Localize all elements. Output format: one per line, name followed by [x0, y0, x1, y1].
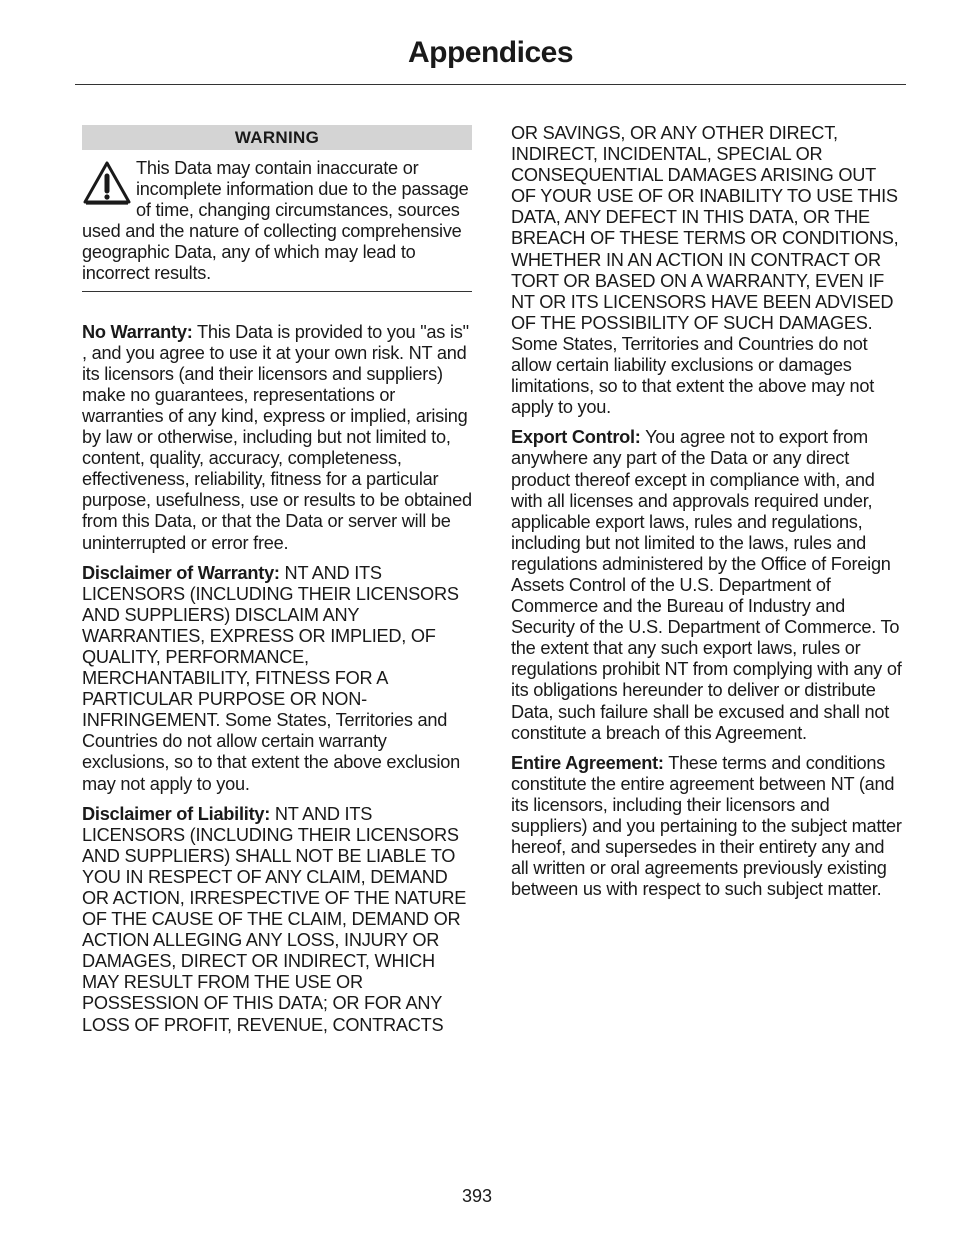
right-column: [511, 123, 903, 909]
no-warranty-heading: No Warranty:: [82, 321, 193, 342]
disclaimer-liability-heading: Disclaimer of Liability:: [82, 803, 271, 824]
warning-box: [82, 125, 472, 292]
warning-body: [82, 150, 472, 292]
warning-text: This Data may contain inaccurate or incomplete information due to the passage of time, changing circumstances, sources used and the nature of collecting comprehensive geographic Data, any of which may lead to incorrect results.: [82, 158, 469, 284]
disclaimer-warranty-heading: Disclaimer of Warranty:: [82, 562, 280, 583]
entire-agreement-heading: Entire Agreement:: [511, 752, 664, 773]
export-control-paragraph: [511, 427, 903, 743]
disclaimer-liability-text-part1: NT AND ITS LICENSORS (INCLUDING THEIR LICENSORS AND SUPPLIERS) SHALL NOT BE LIABLE TO YOU IN RESPECT OF ANY CLAIM, DEMAND OR ACTION, IRRESPECTIVE OF THE NATURE OF THE CAUSE OF THE CLAIM, DEMAND OR ACTION ALLEGING ANY LOSS, INJURY OR DAMAGES, DIRECT OR INDIRECT, WHICH MAY RESULT FROM THE USE OR POSSESSION OF THIS DATA; OR FOR ANY LOSS OF PROFIT, REVENUE, CONTRACTS: [82, 803, 467, 1035]
disclaimer-warranty-paragraph: [82, 563, 472, 795]
entire-agreement-text: These terms and conditions constitute the entire agreement between NT (and its licensors, including their licensors and suppliers) and you pertaining to the subject matter hereof, and supersedes in their entirety any and all written or oral agreements previously existing between us with respect to such subject matter.: [511, 752, 902, 900]
warning-triangle-icon: [82, 160, 132, 206]
page-number: 393: [461, 1186, 493, 1206]
entire-agreement-paragraph: [511, 753, 903, 901]
title-divider: [75, 84, 906, 85]
warning-heading: WARNING: [82, 125, 472, 150]
left-column: [82, 123, 472, 1045]
no-warranty-paragraph: [82, 322, 472, 554]
export-control-heading: Export Control:: [511, 427, 641, 448]
disclaimer-warranty-text: NT AND ITS LICENSORS (INCLUDING THEIR LICENSORS AND SUPPLIERS) DISCLAIM ANY WARRANTIES, EXPRESS OR IMPLIED, OF QUALITY, PERFORMANCE, MERCHANTABILITY, FITNESS FOR A PARTICULAR PURPOSE OR NON-INFRINGEMENT. Some States, Territories and Countries do not allow certain warranty exclusions, so to that extent the above exclusion may not apply to you.: [82, 562, 461, 794]
disclaimer-liability-paragraph: [82, 804, 472, 1036]
no-warranty-text: This Data is provided to you "as is" , and you agree to use it at your own risk. NT and its licensors (and their licensors and suppliers) make no guarantees, representations or warranties of any kind, express or implied, arising by law or otherwise, including but not limited to, content, quality, accuracy, completeness, effectiveness, reliability, fitness for a particular purpose, usefulness, use or results to be obtained from this Data, or that the Data or server will be uninterrupted or error free.: [82, 321, 472, 553]
disclaimer-liability-continued: OR SAVINGS, OR ANY OTHER DIRECT, INDIRECT, INCIDENTAL, SPECIAL OR CONSEQUENTIAL DAMAGES ARISING OUT OF YOUR USE OF OR INABILITY TO USE THIS DATA, ANY DEFECT IN THIS DATA, OR THE BREACH OF THESE TERMS OR CONDITIONS, WHETHER IN AN ACTION IN CONTRACT OR TORT OR BASED ON A WARRANTY, EVEN IF NT OR ITS LICENSORS HAVE BEEN ADVISED OF THE POSSIBILITY OF SUCH DAMAGES. Some States, Territories and Countries do not allow certain liability exclusions or damages limitations, so to that extent the above may not apply to you.: [511, 123, 899, 418]
page-title: Appendices: [407, 36, 574, 69]
export-control-text: You agree not to export from anywhere any part of the Data or any direct product thereof except in compliance with, and with all licenses and approvals required under, applicable export laws, rules and regulations, including but not limited to the laws, rules and regulations administered by the Office of Foreign Assets Control of the U.S. Department of Commerce and the Bureau of Industry and Security of the U.S. Department of Commerce. To the extent that any such export laws, rules or regulations prohibit NT from complying with any of its obligations hereunder to deliver or distribute Data, such failure shall be excused and shall not constitute a breach of this Agreement.: [511, 427, 902, 743]
